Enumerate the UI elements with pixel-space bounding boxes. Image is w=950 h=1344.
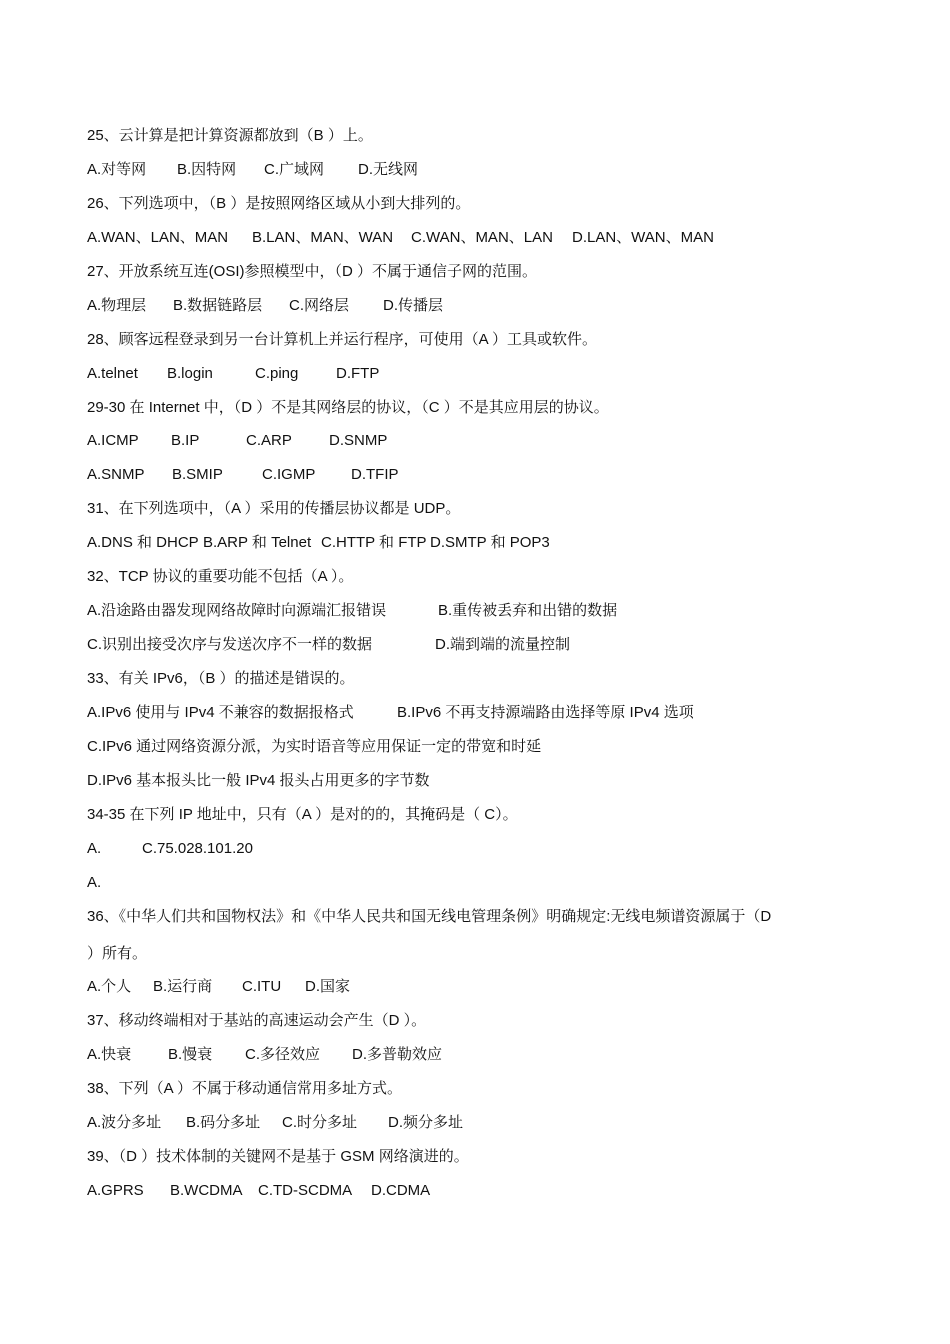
question-30-options: [87, 465, 399, 485]
option-c: C.ITU: [242, 978, 282, 995]
option-a: A.GPRS: [87, 1182, 144, 1199]
option-b: B.IP: [171, 432, 200, 449]
option-a: A.telnet: [87, 365, 138, 382]
option-c: C.ping: [255, 365, 299, 382]
question-26: 26、下列选项中，（B ）是按照网络区域从小到大排列的。: [87, 195, 471, 212]
question-35-options: A.: [87, 874, 102, 891]
option-a: A.物理层: [87, 297, 147, 314]
option-a: A.ICMP: [87, 432, 139, 449]
option-c: C.WAN、MAN、LAN: [411, 229, 553, 246]
question-27-options: [87, 296, 443, 316]
question-27: 27、开放系统互连(OSI)参照模型中，（D ）不属于通信子网的范围。: [87, 263, 538, 280]
option-b: B.重传被丢弃和出错的数据: [438, 602, 618, 619]
option-c: C.HTTP 和 FTP: [321, 534, 427, 551]
question-28-options: [87, 364, 379, 384]
option-c: C.时分多址: [282, 1114, 358, 1131]
question-32-options-row1: [87, 601, 617, 621]
question-33: 33、有关 IPv6，（B ）的描述是错误的。: [87, 670, 355, 687]
option-b: B.SMIP: [172, 466, 223, 483]
option-b: B.WCDMA: [170, 1182, 243, 1199]
question-36-options: [87, 977, 350, 997]
option-b: B.数据链路层: [173, 297, 263, 314]
question-26-options: [87, 228, 714, 248]
question-25-options: [87, 160, 418, 180]
question-29-30: 29-30 在 Internet 中，（D ）不是其网络层的协议，（C ）不是其应用层的协议。: [87, 399, 609, 416]
option-d: D.频分多址: [388, 1114, 464, 1131]
option-a: A.: [87, 840, 102, 857]
option-a: A.波分多址: [87, 1114, 162, 1131]
option-d: D.CDMA: [371, 1182, 431, 1199]
question-36: 36、《中华人们共和国物权法》和《中华人民共和国无线电管理条例》明确规定:无线电频谱资源属于（D: [87, 908, 772, 925]
option-a: A.对等网: [87, 161, 147, 178]
question-38-options: [87, 1113, 463, 1133]
option-b: B.ARP 和 Telnet: [203, 534, 312, 551]
question-31: 31、在下列选项中，（A ）采用的传播层协议都是 UDP。: [87, 500, 461, 517]
option-d: D.传播层: [383, 297, 444, 314]
option-d: D.TFIP: [351, 466, 399, 483]
option-b: B.码分多址: [186, 1114, 261, 1131]
question-39: 39、（D ）技术体制的关键网不是基于 GSM 网络演进的。: [87, 1148, 469, 1165]
option-d: D.SMTP 和 POP3: [430, 534, 550, 551]
option-b: B.LAN、MAN、WAN: [252, 229, 394, 246]
question-25: 25、云计算是把计算资源都放到（B ）上。: [87, 127, 373, 144]
question-32-options-row2: [87, 635, 570, 655]
question-32: 32、TCP 协议的重要功能不包括（A ）。: [87, 568, 354, 585]
option-d: D.SNMP: [329, 432, 388, 449]
option-a: A.沿途路由器发现网络故障时向源端汇报错误: [87, 602, 387, 619]
question-37-options: [87, 1045, 442, 1065]
option-c: C.多径效应: [245, 1046, 321, 1063]
question-29-options: [87, 431, 387, 451]
question-33-option-c: C.IPv6 通过网络资源分派，为实时语音等应用保证一定的带宽和时延: [87, 738, 542, 755]
option-c: C.75.028.101.20: [142, 840, 253, 857]
option-a: A.WAN、LAN、MAN: [87, 229, 229, 246]
option-d: D.FTP: [336, 365, 380, 382]
option-a: A.快衰: [87, 1046, 132, 1063]
question-33-option-d: D.IPv6 基本报头比一般 IPv4 报头占用更多的字节数: [87, 772, 430, 789]
option-c: C.IGMP: [262, 466, 316, 483]
question-28: 28、顾客远程登录到另一台计算机上并运行程序，可使用（A ）工具或软件。: [87, 331, 598, 348]
option-c: C.广域网: [264, 161, 325, 178]
question-38: 38、下列（A ）不属于移动通信常用多址方式。: [87, 1080, 403, 1097]
question-37: 37、移动终端相对于基站的高速运动会产生（D ）。: [87, 1012, 427, 1029]
option-a: A.IPv6 使用与 IPv4 不兼容的数据报格式: [87, 704, 354, 721]
question-31-options: [87, 533, 550, 553]
option-b: B.运行商: [153, 978, 213, 995]
option-d: D.国家: [305, 978, 351, 995]
option-c: C.识别出接受次序与发送次序不一样的数据: [87, 636, 373, 653]
option-b: B.IPv6 不再支持源端路由选择等原 IPv4 选项: [397, 704, 694, 721]
question-36-continued: ）所有。: [87, 945, 148, 962]
option-c: C.TD-SCDMA: [258, 1182, 353, 1199]
question-33-options-row1: [87, 703, 694, 723]
option-b: B.慢衰: [168, 1046, 213, 1063]
option-c: C.ARP: [246, 432, 292, 449]
option-d: D.多普勒效应: [352, 1046, 443, 1063]
option-b: B.因特网: [177, 161, 237, 178]
option-d: D.端到端的流量控制: [435, 636, 571, 653]
option-a: A.DNS 和 DHCP: [87, 534, 199, 551]
option-d: D.无线网: [358, 161, 419, 178]
option-c: C.网络层: [289, 297, 350, 314]
question-34-35: 34-35 在下列 IP 地址中，只有（A ）是对的的，其掩码是（ C）。: [87, 806, 518, 823]
question-39-options: [87, 1181, 430, 1201]
option-d: D.LAN、WAN、MAN: [572, 229, 714, 246]
option-b: B.login: [167, 365, 213, 382]
question-34-options: [87, 839, 253, 859]
option-a: A.个人: [87, 978, 132, 995]
option-a: A.SNMP: [87, 466, 145, 483]
